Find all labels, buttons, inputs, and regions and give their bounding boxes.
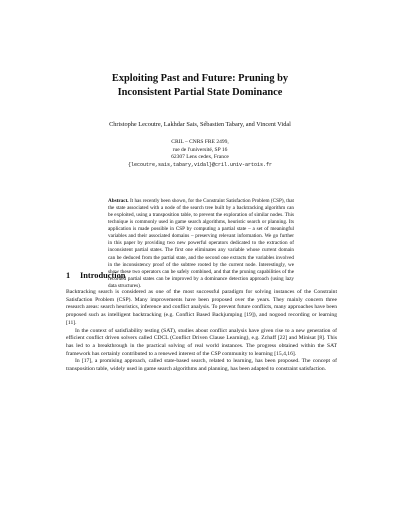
abstract-text: It has recently been shown, for the Constraint Satisfaction Problem (CSP), that the state associated with a node of the search tree built by a backtracking algorithm can be exploited, using a transposition table, to prevent the exploration of similar nodes. This technique is commonly used in game search algorithms, heuristic search or planning. Its application is made possible in CSP by computing a partial state – a set of meaningful variables and their associated domains – preserving relevant information. We go further in this paper by providing two new powerful operators dedicated to the extraction of inconsistent partial states. The first one eliminates any variable whose current domain can be deduced from the partial state, and the second one extracts the variables involved in the inconsistency proof of the subtree rooted by the current node. Interestingly, we show these two operators can be safely combined, and that the pruning capabilities of the recorded partial states can be improved by a dominance detection approach (using lazy data structures). [108,198,294,289]
paragraph: In [17], a promising approach, called state-based search, related to learning, has been proposed. The concept of transposition table, widely used in game search algorithms and planning, has been adapted to constraint satisfaction. [66,358,337,373]
author-list: Christophe Lecoutre, Lakhdar Sais, Sébastien Tabary, and Vincent Vidal [109,121,291,128]
section-heading [66,271,125,281]
affiliation-line-1: CRIL – CNRS FRE 2499, [171,139,229,145]
title-line-1: Exploiting Past and Future: Pruning by [111,73,289,84]
abstract [108,198,294,290]
email-domain: @cril.univ-artois.fr [212,161,273,168]
section-number: 1 [66,271,71,280]
email-address [80,162,320,170]
body-text [66,289,337,374]
paragraph: Backtracking search is considered as one of the most successful paradigm for solving instances of the Constraint Satisfaction Problem (CSP). Many improvements have been proposed over the years. They mainly concern three research areas: search heuristics, inference and conflict analysis. To prevent future conflicts, many approaches have been proposed such as intelligent backtracking (e.g. Conflict Based Backjumping [19]), and nogood recording or learning [11]. [66,289,337,326]
section-title: Introduction [80,271,126,280]
title-line-2: Inconsistent Partial State Dominance [117,86,283,98]
affiliation [80,139,320,169]
email-users: {lecoutre,sais,tabary,vidal} [127,161,212,168]
affiliation-line-3: 62307 Lens cedex, France [171,154,229,160]
affiliation-line-2: rue de l'université, SP 16 [172,146,228,153]
paper-title [40,72,360,99]
abstract-label: Abstract. [108,198,129,204]
paragraph: In the context of satisfiability testing (SAT), studies about conflict analysis have given rise to a new generation of efficient conflict driven solvers called CDCL (Conflict Driven Clause Learning), e.g. Zchaff [22] and Minisat [8]. This has led to a breakthrough in the practical solving of real world instances. The progress obtained within the SAT framework has certainly contributed to a renewed interest of the CSP community to learning [15,4,16]. [66,327,337,357]
